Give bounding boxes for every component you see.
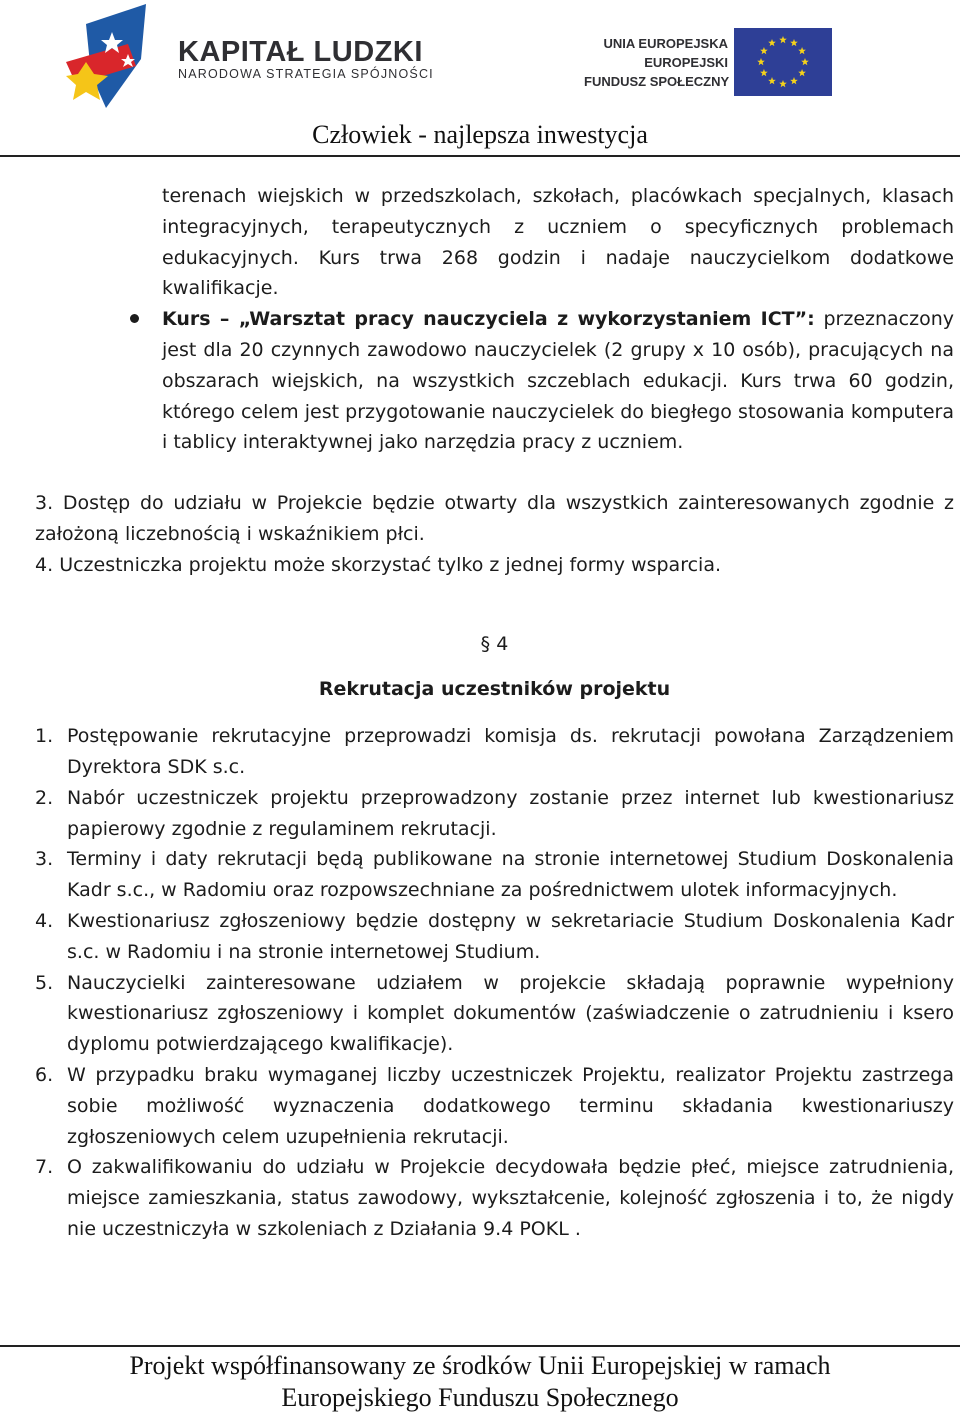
list-item-number: 3. xyxy=(35,848,54,871)
list-item-number: 3. xyxy=(35,492,54,515)
bullet-text: przeznaczony jest dla 20 czynnych zawodowo nauczycielek (2 grupy x 10 osób), pracujących na obszarach wiejskich, na wszystkich szczeblach edukacji. Kurs trwa 60 godzin, którego celem jest przygotowanie nauczycielek do biegłego stosowania komputera i tablicy interaktywnej jako narzędzia pracy z uczniem. xyxy=(162,308,955,454)
spacer xyxy=(0,581,960,629)
list-item-text: Nabór uczestniczek projektu przeprowadzony zostanie przez internet lub kwestionariusz papierowy zgodnie z regulaminem rekrutacji. xyxy=(67,786,954,840)
eu-text xyxy=(584,34,728,91)
bullet-icon xyxy=(130,314,139,323)
eu-logo-block xyxy=(584,28,854,98)
logo-title: KAPITAŁ LUDZKI xyxy=(178,36,423,68)
list-item-text: Terminy i daty rekrutacji będą publikowane na stronie internetowej Studium Doskonalenia Kadr s.c., w Radomiu oraz rozpowszechniane za pośrednictwem ulotek informacyjnych. xyxy=(67,848,954,902)
list-item-number: 5. xyxy=(35,971,54,994)
section-title: Rekrutacja uczestników projektu xyxy=(318,678,671,701)
list-item-text: O zakwalifikowaniu do udziału w Projekcie decydowała będzie płeć, miejsce zatrudnienia, miejsce zamieszkania, status zawodowy, wykształcenie, kolejność zgłoszenia i to, że nigdy nie uczestniczyła w szkoleniach z Działania 9.4 POKL . xyxy=(67,1156,954,1240)
list-item-text: Postępowanie rekrutacyjne przeprowadzi komisja ds. rekrutacji powołana Zarządzeniem Dyrektora SDK s.c. xyxy=(67,725,954,778)
recruitment-item-4 xyxy=(0,906,954,968)
section-number: § 4 xyxy=(480,632,509,655)
eu-line-3: FUNDUSZ SPOŁECZNY xyxy=(584,74,730,89)
list-item-number: 7. xyxy=(35,1156,54,1179)
bullet-item-ict-course xyxy=(162,304,954,458)
list-item-text: Nauczycielki zainteresowane udziałem w projekcie składają poprawnie wypełniony kwestionariusz zgłoszeniowy i komplet dokumentów (zaświadczenie o zatrudnieniu i ksero dyplomu potwierdzającego kwalifikacje). xyxy=(67,971,954,1056)
list-item-4 xyxy=(35,550,954,581)
list-item-number: 2. xyxy=(35,786,54,809)
list-item-number: 6. xyxy=(35,1063,54,1086)
document-body xyxy=(0,181,960,1245)
list-item-number: 4. xyxy=(35,909,54,932)
logo-subtitle: NARODOWA STRATEGIA SPÓJNOŚCI xyxy=(178,67,434,81)
list-item-text: W przypadku braku wymaganej liczby uczestniczek Projektu, realizator Projektu zastrzega sobie możliwość wyznaczenia dodatkowego terminu składania kwestionariuszy zgłoszeniowych celem uzupełnienia rekrutacji. xyxy=(67,1063,954,1148)
eu-line-2: EUROPEJSKI xyxy=(644,55,728,70)
footer-line-1: Projekt współfinansowany ze środków Unii Europejskiej w ramach xyxy=(129,1351,831,1380)
list-item-number: 4. xyxy=(35,553,54,576)
kapital-ludzki-star-icon xyxy=(66,4,176,108)
eu-line-1: UNIA EUROPEJSKA xyxy=(603,36,728,51)
header-motto: Człowiek - najlepsza inwestycja xyxy=(312,120,648,149)
list-item-text: Kwestionariusz zgłoszeniowy będzie dostępny w sekretariacie Studium Doskonalenia Kadr s.c. w Radomiu i na stronie internetowej Studium. xyxy=(67,909,954,963)
page-footer xyxy=(0,1350,960,1414)
spacer xyxy=(0,705,960,721)
recruitment-item-1 xyxy=(0,721,954,783)
recruitment-item-3 xyxy=(0,844,954,906)
spacer xyxy=(0,458,960,488)
bullet-bold-title: Kurs – „Warsztat pracy nauczyciela z wykorzystaniem ICT”: xyxy=(162,308,815,331)
footer-line-2: Europejskiego Funduszu Społecznego xyxy=(281,1383,679,1412)
list-item-number: 1. xyxy=(35,725,54,748)
recruitment-item-5 xyxy=(0,968,954,1060)
recruitment-item-2 xyxy=(0,783,954,845)
spacer xyxy=(0,659,960,674)
eu-flag-icon xyxy=(734,28,832,96)
recruitment-item-6 xyxy=(0,1060,954,1152)
header-divider xyxy=(0,155,960,157)
page-header xyxy=(0,0,960,160)
list-item-text: Dostęp do udziału w Projekcie będzie otwarty dla wszystkich zainteresowanych zgodnie z założoną liczebnością i wskaźnikiem płci. xyxy=(35,492,955,545)
recruitment-list xyxy=(0,721,960,1245)
list-item-text: Uczestniczka projektu może skorzystać tylko z jednej formy wsparcia. xyxy=(59,553,721,576)
list-item-3 xyxy=(35,488,954,550)
footer-divider xyxy=(0,1345,960,1347)
continuation-paragraph: terenach wiejskich w przedszkolach, szkołach, placówkach specjalnych, klasach integracyjnych, terapeutycznych z uczniem o specyficznych problemach edukacyjnych. Kurs trwa 268 godzin i nadaje nauczycielkom dodatkowe kwalifikacje. xyxy=(162,185,954,300)
recruitment-item-7 xyxy=(0,1152,954,1244)
